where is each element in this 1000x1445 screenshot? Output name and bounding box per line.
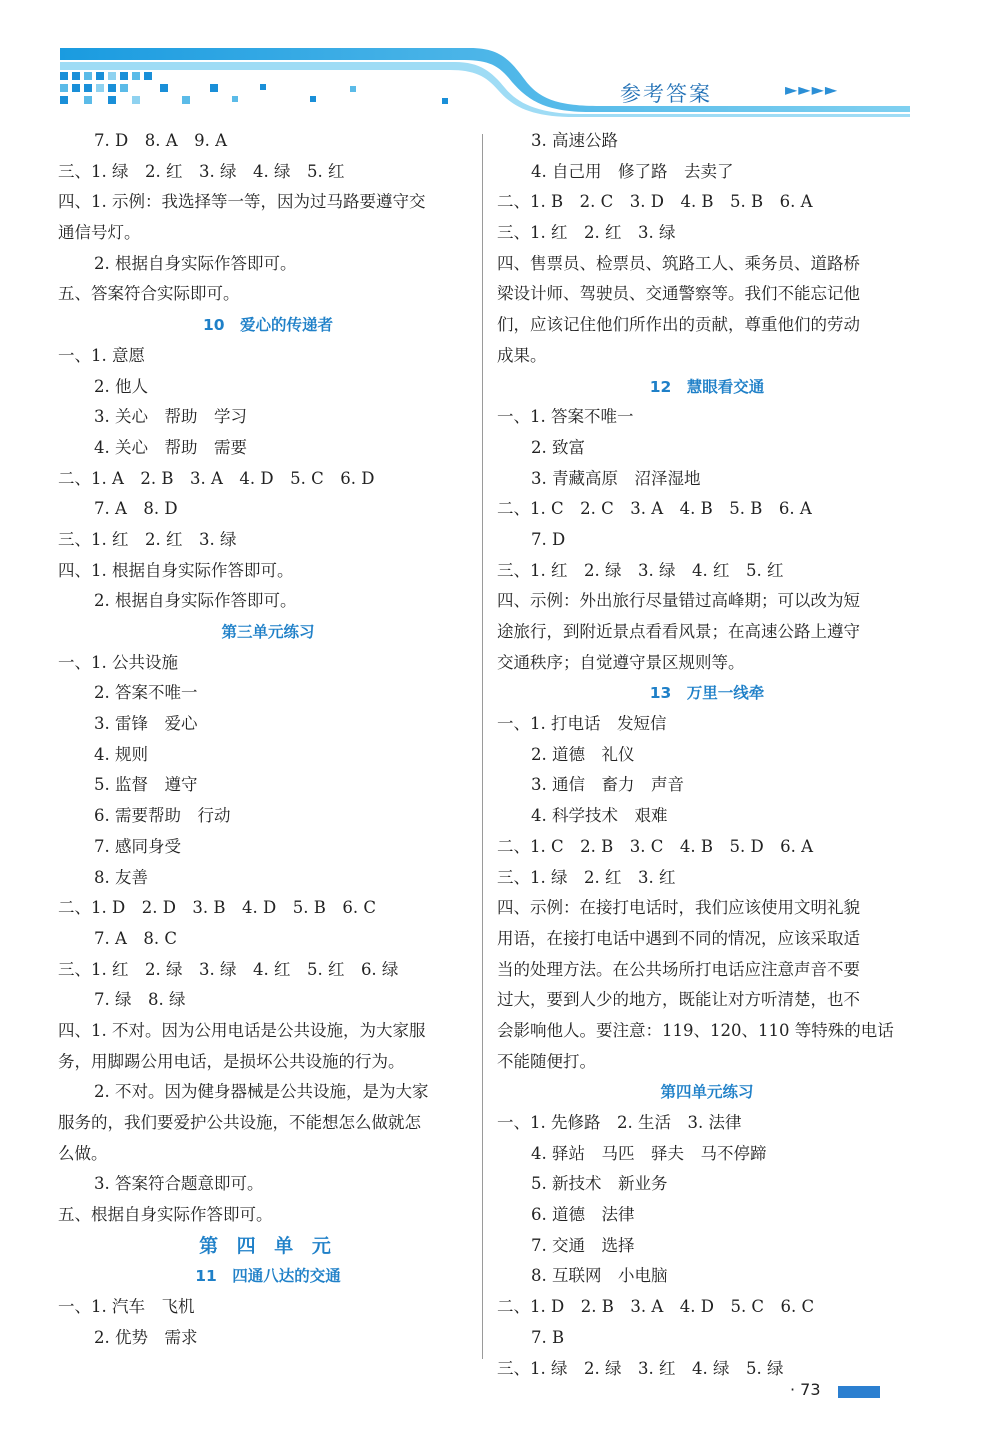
answer-line: 4. 自己用 修了路 去卖了 [531, 161, 734, 181]
answer-line: 2. 他人 [94, 376, 148, 396]
answer-line: 5. 新技术 新业务 [531, 1174, 668, 1194]
section-heading: 13 万里一线牵 [649, 684, 765, 703]
answer-line: 5. 监督 遵守 [94, 775, 198, 795]
answer-line: 2. 答案不唯一 [94, 683, 198, 703]
answer-line: 一、1. 先修路 2. 生活 3. 法律 [497, 1113, 742, 1132]
answer-line: 不能随便打。 [497, 1051, 596, 1071]
answer-line: 会影响他人。要注意：119、120、110 等特殊的电话 [497, 1020, 894, 1040]
answer-line: 一、1. 汽车 飞机 [58, 1297, 195, 1317]
answer-line: 四、1. 根据自身实际作答即可。 [58, 560, 294, 580]
answer-line: 服务的，我们要爱护公共设施，不能想怎么做就怎 [58, 1113, 421, 1132]
answer-line: 成果。 [497, 345, 547, 365]
answer-line: 三、1. 红 2. 红 3. 绿 [497, 223, 676, 243]
answer-line: 7. D 8. A 9. A [94, 131, 228, 150]
answer-line: 么做。 [58, 1143, 108, 1163]
answer-line: 三、1. 红 2. 绿 3. 绿 4. 红 5. 红 6. 绿 [58, 959, 399, 979]
section-heading: 第四单元练习 [660, 1083, 754, 1102]
section-heading: 12 慧眼看交通 [649, 377, 765, 396]
answer-line: 2. 不对。因为健身器械是公共设施，是为大家 [94, 1082, 429, 1102]
answer-line: 四、售票员、检票员、筑路工人、乘务员、道路桥 [497, 253, 860, 273]
answer-line: 3. 雷锋 爱心 [94, 714, 198, 734]
answer-line: 四、示例：在接打电话时，我们应该使用文明礼貌 [497, 898, 860, 918]
answer-line: 二、1. D 2. B 3. A 4. D 5. C 6. C [497, 1297, 815, 1317]
answer-line: 3. 通信 畜力 声音 [531, 775, 684, 795]
answer-line: 四、示例：外出旅行尽量错过高峰期；可以改为短 [497, 591, 860, 611]
answer-line: 二、1. A 2. B 3. A 4. D 5. C 6. D [58, 468, 375, 488]
answer-line: 4. 驿站 马匹 驿夫 马不停蹄 [531, 1143, 767, 1163]
section-heading: 第三单元练习 [221, 623, 315, 641]
answer-line: 过大，要到人少的地方，既能让对方听清楚，也不 [497, 990, 860, 1010]
column-divider [482, 134, 483, 1359]
answer-line: 7. A 8. C [94, 928, 178, 948]
section-heading: 10 爱心的传递者 [202, 316, 334, 335]
right-column [497, 126, 917, 1384]
answer-line: 2. 道德 礼仪 [531, 744, 635, 764]
answer-line: 交通秩序；自觉遵守景区规则等。 [497, 652, 745, 672]
answer-line: 三、1. 红 2. 红 3. 绿 [58, 529, 237, 549]
answer-line: 2. 优势 需求 [94, 1327, 198, 1347]
page-number: · 73 [790, 1380, 821, 1399]
answer-line: 五、根据自身实际作答即可。 [58, 1205, 273, 1225]
answer-line: 7. D [531, 529, 566, 549]
answer-line: 五、答案符合实际即可。 [58, 284, 240, 304]
answer-line: 3. 青藏高原 沼泽湿地 [531, 468, 701, 488]
answer-line: 梁设计师、驾驶员、交通警察等。我们不能忘记他 [497, 284, 860, 304]
answer-line: 4. 关心 帮助 需要 [94, 437, 247, 457]
answer-line: 三、1. 绿 2. 红 3. 绿 4. 绿 5. 红 [58, 161, 345, 181]
answer-line: 用语，在接打电话中遇到不同的情况，应该采取适 [497, 928, 860, 948]
page-header [0, 0, 1000, 125]
answer-line: 二、1. C 2. B 3. C 4. B 5. D 6. A [497, 836, 814, 856]
answer-line: 途旅行，到附近景点看看风景；在高速公路上遵守 [497, 622, 860, 641]
answer-line: 务，用脚踢公用电话，是损坏公共设施的行为。 [58, 1051, 405, 1071]
answer-line: 四、1. 不对。因为公用电话是公共设施，为大家服 [58, 1020, 426, 1040]
answer-line: 一、1. 意愿 [58, 345, 145, 365]
answer-line: 通信号灯。 [58, 223, 141, 243]
answer-line: 2. 根据自身实际作答即可。 [94, 591, 297, 611]
header-arrows-icon: ►►►► [785, 80, 839, 99]
answer-line: 2. 根据自身实际作答即可。 [94, 253, 297, 273]
answer-line: 8. 友善 [94, 867, 148, 887]
answer-line: 4. 规则 [94, 744, 148, 764]
header-banner-graphic [0, 0, 1000, 125]
answer-line: 3. 关心 帮助 学习 [94, 407, 247, 427]
answer-line: 6. 道德 法律 [531, 1205, 635, 1225]
answer-line: 4. 科学技术 艰难 [531, 806, 668, 826]
answer-line: 一、1. 公共设施 [58, 652, 178, 672]
answer-line: 一、1. 打电话 发短信 [497, 714, 667, 734]
section-heading: 11 四通八达的交通 [195, 1267, 341, 1286]
section-heading: 第 四 单 元 [199, 1234, 337, 1257]
answer-line: 7. B [531, 1327, 565, 1347]
answer-line: 们，应该记住他们所作出的贡献，尊重他们的劳动 [497, 315, 860, 335]
answer-line: 三、1. 绿 2. 红 3. 红 [497, 867, 676, 887]
answer-line: 7. A 8. D [94, 499, 178, 519]
answer-line: 二、1. B 2. C 3. D 4. B 5. B 6. A [497, 192, 813, 212]
answer-line: 二、1. C 2. C 3. A 4. B 5. B 6. A [497, 499, 812, 519]
answer-line: 2. 致富 [531, 437, 585, 457]
answer-line: 三、1. 绿 2. 绿 3. 红 4. 绿 5. 绿 [497, 1358, 784, 1378]
answer-line: 7. 绿 8. 绿 [94, 990, 186, 1010]
page-number-bar [838, 1386, 880, 1398]
answer-line: 三、1. 红 2. 绿 3. 绿 4. 红 5. 红 [497, 560, 784, 580]
answer-line: 四、1. 示例：我选择等一等，因为过马路要遵守交 [58, 192, 426, 212]
answer-line: 3. 答案符合题意即可。 [94, 1174, 264, 1194]
answer-line: 7. 感同身受 [94, 836, 181, 856]
answer-line: 一、1. 答案不唯一 [497, 407, 634, 427]
answer-line: 二、1. D 2. D 3. B 4. D 5. B 6. C [58, 898, 376, 918]
answer-line: 3. 高速公路 [531, 131, 618, 150]
left-column [58, 126, 478, 1354]
answer-line: 8. 互联网 小电脑 [531, 1266, 668, 1286]
header-title: 参考答案 [620, 82, 712, 106]
answer-line: 6. 需要帮助 行动 [94, 806, 231, 826]
answer-line: 当的处理方法。在公共场所打电话应注意声音不要 [497, 959, 860, 979]
answer-line: 7. 交通 选择 [531, 1235, 635, 1255]
